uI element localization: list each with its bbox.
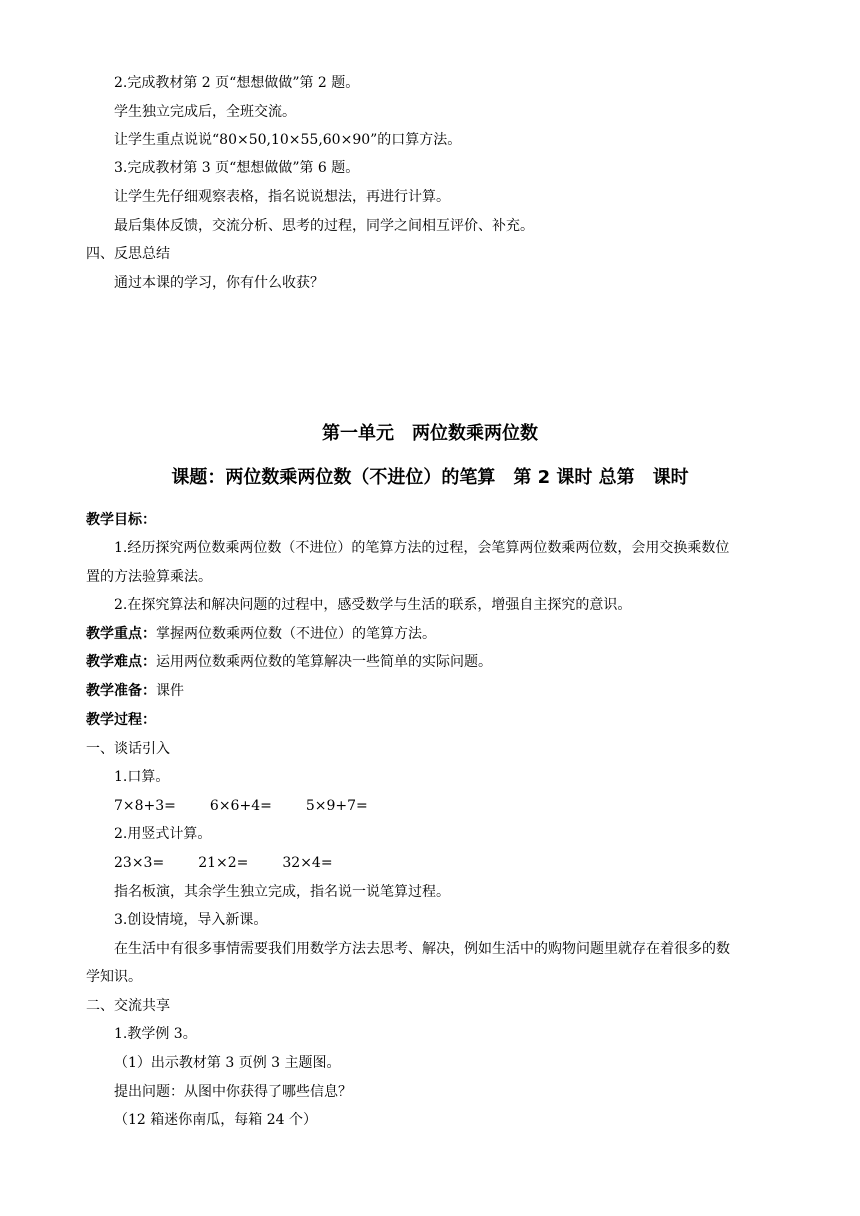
text-line: （1）出示教材第 3 页例 3 主题图。 (114, 1055, 341, 1071)
text-line: 1.教学例 3。 (114, 1026, 197, 1042)
preparation-text: 课件 (156, 683, 184, 699)
text-line: 指名板演，其余学生独立完成，指名说一说笔算过程。 (114, 884, 450, 900)
unit-title: 第一单元 两位数乘两位数 (322, 423, 538, 444)
text-line: 在生活中有很多事情需要我们用数学方法去思考、解决，例如生活中的购物问题里就存在着很多的数 (114, 941, 730, 957)
oral-problems (114, 798, 368, 814)
text-line: 提出问题：从图中你获得了哪些信息？ (114, 1084, 352, 1100)
difficulty (86, 654, 492, 670)
key-text: 掌握两位数乘两位数（不进位）的笔算方法。 (156, 626, 436, 642)
text-line: 让学生先仔细观察表格，指名说说想法，再进行计算。 (114, 189, 450, 205)
vertical-problem: 21×2= (198, 855, 249, 871)
text-line: 3.完成教材第 3 页“想想做做”第 6 题。 (114, 160, 360, 176)
oral-problem: 7×8+3= (114, 798, 176, 814)
text-line: 让学生重点说说“80×50,10×55,60×90”的口算方法。 (114, 132, 462, 148)
oral-problem: 5×9+7= (305, 798, 368, 814)
preparation-label: 教学准备： (86, 683, 156, 699)
goal-1-line-2: 置的方法验算乘法。 (86, 569, 212, 585)
goals-label: 教学目标： (86, 512, 156, 528)
text-line: 2.用竖式计算。 (114, 826, 212, 842)
section-heading: 二、交流共享 (86, 998, 170, 1014)
text-line: 2.完成教材第 2 页“想想做做”第 2 题。 (114, 75, 360, 91)
text-line: 学知识。 (86, 969, 142, 985)
goal-2: 2.在探究算法和解决问题的过程中，感受数学与生活的联系，增强自主探究的意识。 (114, 597, 632, 613)
oral-problem: 6×6+4= (209, 798, 272, 814)
difficulty-label: 教学难点： (86, 654, 156, 670)
preparation (86, 683, 184, 699)
difficulty-text: 运用两位数乘两位数的笔算解决一些简单的实际问题。 (156, 654, 492, 670)
vertical-problem: 32×4= (282, 855, 333, 871)
text-line: 最后集体反馈，交流分析、思考的过程，同学之间相互评价、补充。 (114, 218, 534, 234)
goal-1-line-1: 1.经历探究两位数乘两位数（不进位）的笔算方法的过程，会笔算两位数乘两位数，会用交换乘数位 (114, 540, 730, 556)
key-point (86, 626, 436, 642)
section-heading: 四、反思总结 (86, 246, 170, 262)
key-label: 教学重点： (86, 626, 156, 642)
vertical-problem: 23×3= (114, 855, 165, 871)
text-line: （12 箱迷你南瓜，每箱 24 个） (114, 1112, 317, 1128)
vertical-problems (114, 855, 333, 871)
text-line: 3.创设情境，导入新课。 (114, 912, 268, 928)
text-line: 通过本课的学习，你有什么收获？ (114, 275, 324, 291)
process-label: 教学过程： (86, 712, 156, 728)
text-line: 学生独立完成后，全班交流。 (114, 104, 296, 120)
lesson-title: 课题：两位数乘两位数（不进位）的笔算 第 2 课时 总第 课时 (171, 467, 689, 488)
section-heading: 一、谈话引入 (86, 741, 170, 757)
text-line: 1.口算。 (114, 769, 170, 785)
